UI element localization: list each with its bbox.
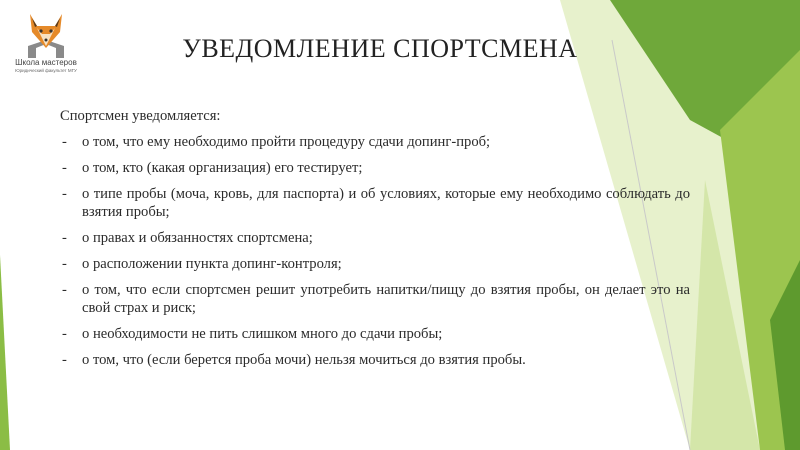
logo <box>6 6 86 80</box>
list-item-text: о расположении пункта допинг-контроля; <box>82 256 342 272</box>
list-item-text: о том, что если спортсмен решит употребить напитки/пищу до взятия пробы, он делает это на свой страх и риск; <box>82 282 690 316</box>
bullet-dash: - <box>62 230 67 246</box>
list-item-text: о том, кто (какая организация) его тестирует; <box>82 160 363 176</box>
bullet-dash: - <box>62 186 67 202</box>
bullet-dash: - <box>62 352 67 368</box>
list-item-text: о правах и обязанностях спортсмена; <box>82 230 313 246</box>
bullet-dash: - <box>62 282 67 298</box>
list-item <box>60 159 690 177</box>
list-item <box>60 281 690 317</box>
slide-title: УВЕДОМЛЕНИЕ СПОРТСМЕНА <box>182 34 578 63</box>
bullet-dash: - <box>62 160 67 176</box>
list-item <box>60 325 690 343</box>
bullet-dash: - <box>62 256 67 272</box>
slide-content <box>60 107 690 377</box>
list-item <box>60 229 690 247</box>
list-item <box>60 133 690 151</box>
bullet-dash: - <box>62 134 67 150</box>
logo-subtitle: Юридический факультет МГУ <box>15 68 77 73</box>
notification-list <box>60 133 690 369</box>
list-item-text: о том, что (если берется проба мочи) нельзя мочиться до взятия пробы. <box>82 352 526 368</box>
fox-icon <box>6 6 86 58</box>
list-item-text: о том, что ему необходимо пройти процедуру сдачи допинг-проб; <box>82 134 491 150</box>
list-item <box>60 255 690 273</box>
bullet-dash: - <box>62 326 67 342</box>
list-item <box>60 351 690 369</box>
list-item <box>60 185 690 221</box>
logo-title: Школа мастеров <box>15 58 77 67</box>
intro-text: Спортсмен уведомляется: <box>60 108 221 124</box>
list-item-text: о типе пробы (моча, кровь, для паспорта) и об условиях, которые ему необходимо соблюдать до взятия пробы; <box>82 186 690 220</box>
list-item-text: о необходимости не пить слишком много до сдачи пробы; <box>82 326 443 342</box>
left-edge-stripe <box>0 255 10 450</box>
